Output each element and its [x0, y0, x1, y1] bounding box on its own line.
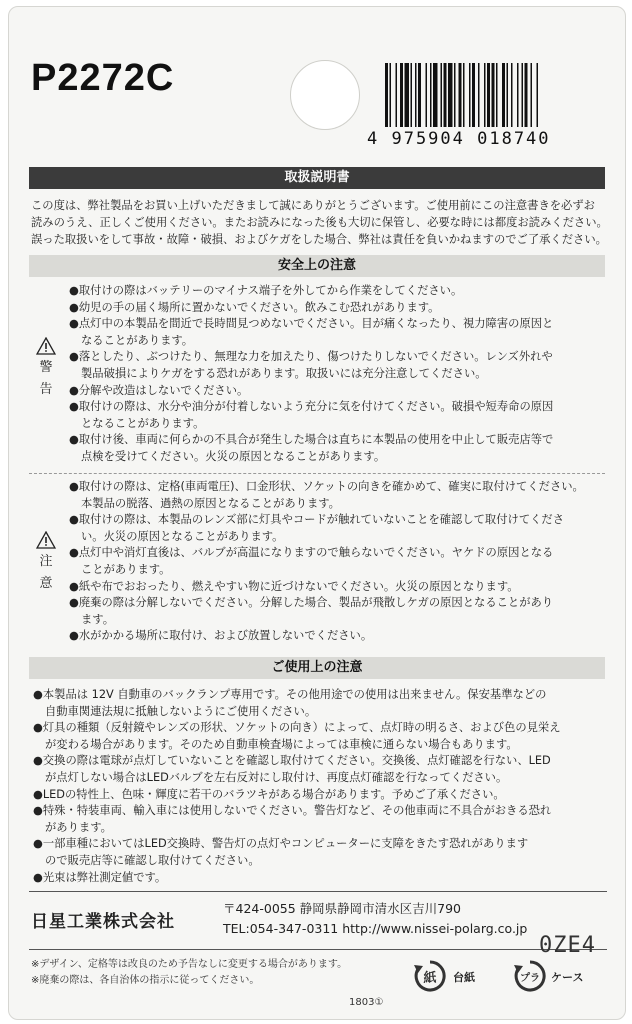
warning-item: となることがあります。 [81, 416, 205, 430]
caution-item: ●水がかかる場所に取付け、および放置しないでください。 [69, 629, 373, 643]
caution-triangle-icon [36, 531, 56, 549]
footer-rule [29, 891, 607, 892]
barcode-bar [454, 63, 456, 127]
caution-item: ●取付けの際は、本製品のレンズ部に灯具やコードが触れていないことを確認して取付けてくださ [69, 513, 565, 527]
barcode-bar [496, 63, 498, 127]
paper-label: 台紙 [453, 971, 475, 984]
company-address: 〒424-0055 静岡県静岡市清水区吉川790 [223, 901, 462, 916]
usage-item: ●灯具の種類（反射鏡やレンズの形状、ソケットの向き）によって、点灯時の明るさ、および色の見栄え [33, 721, 561, 735]
usage-item: ので販売店等に確認し取付けてください。 [45, 853, 260, 867]
warning-item: ●幼児の手の届く場所に置かないでください。飲みこむ恐れがあります。 [69, 300, 440, 314]
barcode-bar [433, 63, 438, 127]
hang-hole [290, 60, 360, 130]
barcode-bar [472, 63, 475, 127]
warning-label [31, 337, 61, 401]
barcode-bar [537, 63, 539, 127]
caution-item: ●取付けの際は、定格(車両電圧)、口金形状、ソケットの向きを確かめて、確実に取付けてください。 [69, 480, 584, 493]
barcode-bar [522, 63, 524, 127]
intro-line: 読みのうえ、正しくご使用ください。またお読みになった後も大切に保管し、必要な時には都度お読みください。 [31, 216, 608, 229]
usage-title: ご使用上の注意 [29, 657, 605, 679]
warning-list [69, 283, 609, 466]
caution-item: ●点灯中や消灯直後は、バルブが高温になりますので触らないでください。ヤケドの原因となる [69, 546, 554, 560]
usage-item: が変わる場合があります。そのため自動車検査場によっては車検に通らない場合もあります。 [45, 737, 518, 751]
caution-item: ます。 [81, 612, 114, 626]
barcode-bar [469, 63, 471, 127]
barcode-bar [507, 63, 509, 127]
usage-item: ●LEDの特性上、色味・輝度に若干のバラツキがある場合があります。予めご了承ください。 [33, 787, 505, 801]
barcode-bar [448, 63, 453, 127]
warning-char: 警 [39, 360, 53, 375]
manual-title: 取扱説明書 [29, 167, 605, 189]
barcode-bar [463, 63, 465, 127]
caution-item: ●廃棄の際は分解しないでください。分解した場合、製品が飛散しケガの原因となることがあり [69, 596, 554, 610]
barcode-bar [502, 63, 505, 127]
intro-line: この度は、弊社製品をお買い上げいただきまして誠にありがとうございます。ご使用前にこの注意書きを必ずお [31, 199, 595, 212]
warning-char: 告 [39, 382, 53, 397]
footnotes [31, 957, 347, 989]
barcode-bar [430, 63, 432, 127]
footnote: ※デザイン、定格等は改良のため予告なしに変更する場合があります。 [31, 959, 348, 970]
barcode-bar [444, 63, 447, 127]
barcode-bar [426, 63, 428, 127]
barcode-bar [487, 63, 490, 127]
usage-item: ●交換の際は電球が点灯していないことを確認し取付けてください。交換後、点灯確認を行ない、LED [33, 754, 551, 768]
warning-item: ●落としたり、ぶつけたり、無理な力を加えたり、傷つけたりしないでください。レンズ外れや [69, 350, 553, 364]
model-number: P2272C [31, 57, 175, 99]
section-divider [29, 473, 605, 474]
warning-item: ●取付けの際は、水分や油分が付着しないよう充分に気を付けてください。破損や短寿命の原因 [69, 400, 554, 414]
barcode-bar [517, 63, 519, 127]
safety-title: 安全上の注意 [29, 255, 605, 277]
usage-item: 自動車関連法規に抵触しないようにご使用ください。 [45, 704, 317, 718]
package-card [8, 6, 626, 1020]
caution-char: 注 [39, 554, 53, 569]
warning-item: 製品破損によりケガをする恐れがあります。取扱いには充分注意してください。 [81, 366, 487, 380]
caution-item: ●紙や布でおおったり、燃えやすい物に近づけないでください。火災の原因となります。 [69, 579, 519, 593]
barcode-bar [492, 63, 495, 127]
footnote: ※廃棄の際は、各自治体の指示に従ってください。 [31, 975, 260, 986]
usage-item: が点灯しない場合はLEDバルブを左右反対にし取付け、再度点灯確認を行なってください。 [45, 770, 508, 784]
caution-list [69, 479, 609, 645]
usage-item: があります。 [45, 820, 112, 834]
warning-item: 点検を受けてください。火災の原因となることがあります。 [81, 449, 386, 463]
barcode-bar [415, 63, 417, 127]
barcode [385, 63, 597, 127]
usage-item: ●一部車種においてはLED交換時、警告灯の点灯やコンピューターに支障をきたす恐れがあります [33, 837, 529, 851]
warning-item: ●取付けの際はバッテリーのマイナス端子を外してから作業をしてください。 [69, 284, 463, 297]
plastic-label: ケース [551, 971, 584, 984]
recycle-marks [413, 957, 613, 997]
caution-item: ことがあります。 [81, 562, 171, 576]
barcode-bar [459, 63, 462, 127]
caution-item: 本製品の脱落、過熱の原因となることがあります。 [81, 496, 340, 510]
caution-label [31, 531, 61, 595]
barcode-bar [405, 63, 410, 127]
batch-code: 1803① [349, 997, 384, 1008]
lot-code: 0ZE4 [539, 933, 596, 958]
plastic-recycle-icon [513, 959, 547, 993]
barcode-bar [531, 63, 533, 127]
barcode-bar [484, 63, 486, 127]
intro-line: 誤った取扱いをして事故・故障・破損、およびケガをした場合、弊社は責任を負いかねますのでご了承ください。 [31, 233, 607, 246]
barcode-bar [385, 63, 388, 127]
usage-item: ●特殊・特装車両、輸入車には使用しないでください。警告灯など、その他車両に不具合がおきる恐れ [33, 804, 552, 818]
paper-mark: 紙 [423, 971, 437, 986]
barcode-bar [511, 63, 513, 127]
warning-item: ●取付け後、車両に何らかの不具合が発生した場合は直ちに本製品の使用を中止して販売店等で [69, 433, 554, 447]
usage-list [33, 687, 607, 886]
barcode-bar [478, 63, 480, 127]
barcode-bar [396, 63, 398, 127]
warning-triangle-icon [36, 337, 56, 355]
warning-item: ●点灯中の本製品を間近で長時間見つめないでください。目が痛くなったり、視力障害の原因と [69, 317, 554, 331]
barcode-bar [525, 63, 528, 127]
warning-item: なることがあります。 [81, 333, 194, 347]
paper-recycle-icon [413, 959, 447, 993]
barcode-number: 4 975904 018740 [367, 129, 551, 149]
barcode-bar [441, 63, 443, 127]
usage-item: ●光束は弊社測定値です。 [33, 870, 167, 884]
usage-item: ●本製品は 12V 自動車のバックランプ専用です。その他用途での使用は出来ません。保安基準などの [33, 688, 547, 701]
barcode-bar [418, 63, 421, 127]
caution-char: 意 [39, 576, 53, 591]
barcode-bar [390, 63, 392, 127]
caution-item: い。火災の原因となることがあります。 [81, 529, 284, 543]
footer-rule [29, 949, 607, 950]
intro-text [31, 197, 608, 248]
warning-item: ●分解や改造はしないでください。 [69, 383, 249, 397]
barcode-bar [411, 63, 413, 127]
company-name: 日星工業株式会社 [31, 912, 175, 932]
barcode-bar [400, 63, 403, 127]
company-tel-url: TEL:054-347-0311 http://www.nissei-polarg.co.jp [223, 921, 528, 936]
company-contact [223, 899, 527, 939]
plastic-mark: プラ [520, 973, 540, 984]
